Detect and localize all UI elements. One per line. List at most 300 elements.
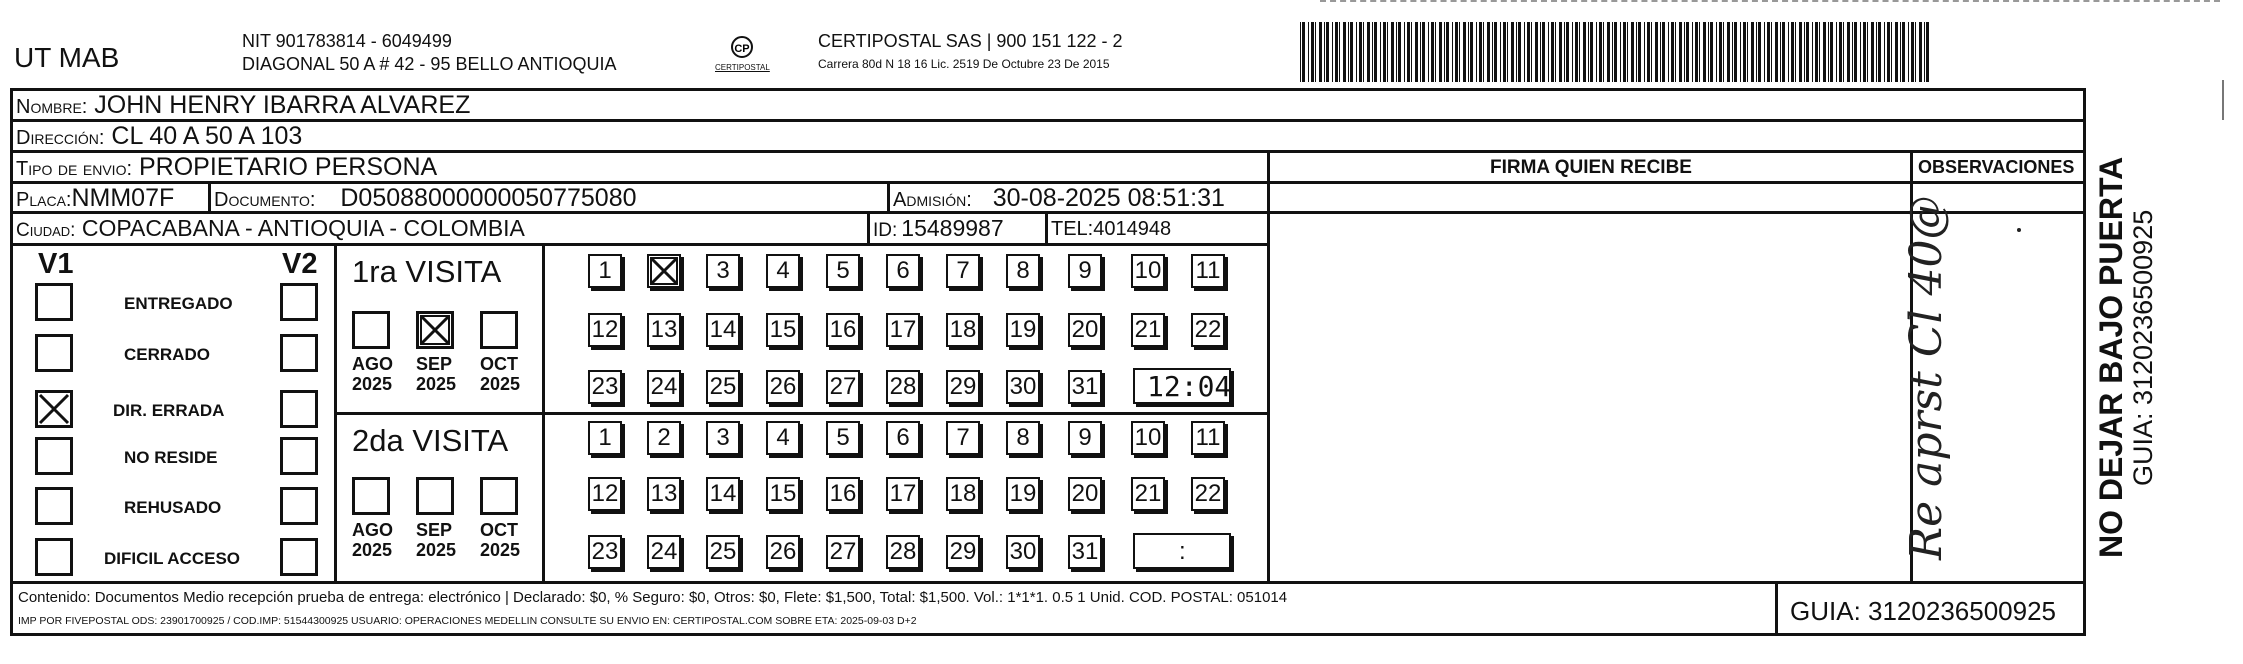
barcode-bar bbox=[1315, 22, 1316, 82]
barcode-bar bbox=[1612, 22, 1613, 82]
month-label: OCT bbox=[480, 354, 518, 374]
barcode-bar bbox=[1348, 22, 1349, 82]
day-box[interactable]: 13 bbox=[647, 313, 681, 347]
day-box[interactable]: 5 bbox=[826, 254, 860, 288]
day-box[interactable]: 27 bbox=[826, 370, 860, 404]
direccion-row bbox=[16, 124, 302, 149]
observaciones-header: OBSERVACIONES bbox=[1918, 157, 2075, 177]
barcode-bar bbox=[1326, 22, 1329, 82]
barcode-bar bbox=[1494, 22, 1497, 82]
nombre-label: Nombre: bbox=[16, 96, 88, 118]
month-label: OCT bbox=[480, 520, 518, 540]
day-box[interactable]: 11 bbox=[1191, 421, 1225, 455]
barcode-bar bbox=[1900, 22, 1901, 82]
day-box[interactable]: 6 bbox=[886, 421, 920, 455]
day-box[interactable]: 7 bbox=[946, 254, 980, 288]
logo-caption: CERTIPOSTAL bbox=[715, 63, 770, 72]
day-box[interactable]: 19 bbox=[1006, 313, 1040, 347]
day-box[interactable]: 3 bbox=[706, 421, 740, 455]
barcode-bar bbox=[1871, 22, 1874, 82]
barcode-bar bbox=[1500, 22, 1501, 82]
documento-cell bbox=[214, 186, 637, 211]
day-box[interactable]: 20 bbox=[1068, 477, 1102, 511]
barcode-bar bbox=[1767, 22, 1770, 82]
barcode-bar bbox=[1788, 22, 1789, 82]
status-label: NO RESIDE bbox=[124, 448, 218, 467]
scan-marks bbox=[1320, 0, 2220, 6]
svg-text:CP: CP bbox=[734, 43, 750, 55]
day-box[interactable]: 8 bbox=[1006, 254, 1040, 288]
barcode-bar bbox=[1470, 22, 1473, 82]
status-v1-checkbox[interactable] bbox=[35, 334, 73, 372]
barcode-bar bbox=[1662, 22, 1665, 82]
barcode-bar bbox=[1511, 22, 1514, 82]
barcode-bar bbox=[1686, 22, 1689, 82]
barcode-bar bbox=[1651, 22, 1652, 82]
barcode-bar bbox=[1404, 22, 1405, 82]
day-box[interactable]: 29 bbox=[946, 370, 980, 404]
day-box[interactable]: 12 bbox=[588, 313, 622, 347]
barcode-bar bbox=[1311, 22, 1314, 82]
day-box[interactable] bbox=[647, 254, 681, 288]
day-box[interactable]: 30 bbox=[1006, 370, 1040, 404]
barcode-bar bbox=[1710, 22, 1713, 82]
admision-label: Admisión: bbox=[893, 189, 972, 211]
day-box[interactable]: 6 bbox=[886, 254, 920, 288]
barcode-bar bbox=[1747, 22, 1748, 82]
status-v2-checkbox[interactable] bbox=[280, 487, 318, 525]
barcode-bar bbox=[1575, 22, 1578, 82]
barcode-bar bbox=[1516, 22, 1517, 82]
status-v2-checkbox[interactable] bbox=[280, 538, 318, 576]
nombre-value: JOHN HENRY IBARRA ALVAREZ bbox=[94, 91, 471, 119]
month-checkbox[interactable] bbox=[352, 311, 390, 349]
ciudad-cell bbox=[16, 217, 525, 240]
barcode-bar bbox=[1415, 22, 1418, 82]
barcode-bar bbox=[1908, 22, 1909, 82]
year-label: 2025 bbox=[480, 374, 521, 394]
placa-label: Placa: bbox=[16, 189, 72, 211]
barcode-bar bbox=[1407, 22, 1410, 82]
barcode-bar bbox=[1374, 22, 1377, 82]
barcode-bar bbox=[1699, 22, 1700, 82]
year-label: 2025 bbox=[480, 540, 521, 560]
barcode-bar bbox=[1459, 22, 1460, 82]
day-box[interactable]: 3 bbox=[706, 254, 740, 288]
visit2-time-box[interactable] bbox=[1133, 533, 1231, 569]
firma-area[interactable] bbox=[1272, 184, 1907, 580]
day-box[interactable]: 31 bbox=[1068, 370, 1102, 404]
barcode-bar bbox=[1452, 22, 1453, 82]
barcode-bar bbox=[1548, 22, 1549, 82]
barcode-bar bbox=[1396, 22, 1397, 82]
ciudad-label: Ciudad: bbox=[16, 220, 76, 241]
barcode-bar bbox=[1911, 22, 1914, 82]
barcode-bar bbox=[1780, 22, 1781, 82]
barcode-bar bbox=[1806, 22, 1809, 82]
barcode-bar bbox=[1483, 22, 1484, 82]
month-checkbox[interactable] bbox=[352, 477, 390, 515]
day-box[interactable]: 25 bbox=[706, 535, 740, 569]
barcode-bar bbox=[1902, 22, 1905, 82]
day-box[interactable]: 22 bbox=[1191, 477, 1225, 511]
day-box[interactable]: 18 bbox=[946, 313, 980, 347]
barcode-bar bbox=[1308, 22, 1309, 82]
barcode-bar bbox=[1507, 22, 1508, 82]
barcode-bar bbox=[1631, 22, 1634, 82]
day-box[interactable]: 14 bbox=[706, 313, 740, 347]
day-box[interactable]: 10 bbox=[1131, 254, 1165, 288]
day-box[interactable]: 26 bbox=[766, 370, 800, 404]
day-box[interactable]: 2 bbox=[647, 421, 681, 455]
barcode-bar bbox=[1895, 22, 1898, 82]
barcode-bar bbox=[1391, 22, 1394, 82]
barcode-bar bbox=[1878, 22, 1881, 82]
barcode-bar bbox=[1476, 22, 1477, 82]
barcode-bar bbox=[1756, 22, 1757, 82]
visit1-title: 1ra VISITA bbox=[352, 254, 502, 289]
barcode-bar bbox=[1359, 22, 1362, 82]
observaciones-dot bbox=[2017, 228, 2021, 232]
barcode-bar bbox=[1740, 22, 1741, 82]
barcode-bar bbox=[1300, 22, 1301, 82]
barcode-bar bbox=[1791, 22, 1794, 82]
month-checkbox[interactable] bbox=[416, 477, 454, 515]
barcode-bar bbox=[1636, 22, 1637, 82]
v2-header: V2 bbox=[282, 248, 318, 280]
day-box[interactable]: 23 bbox=[588, 370, 622, 404]
barcode-bar bbox=[1559, 22, 1562, 82]
barcode-bar bbox=[1398, 22, 1401, 82]
barcode-bar bbox=[1887, 22, 1890, 82]
barcode-bar bbox=[1566, 22, 1569, 82]
tel-label: TEL: bbox=[1051, 218, 1094, 240]
barcode-bar bbox=[1758, 22, 1761, 82]
barcode-bar bbox=[1668, 22, 1669, 82]
day-box[interactable]: 14 bbox=[706, 477, 740, 511]
barcode-bar bbox=[1679, 22, 1682, 82]
barcode-bar bbox=[1638, 22, 1641, 82]
barcode-bar bbox=[1444, 22, 1445, 82]
day-box[interactable]: 22 bbox=[1191, 313, 1225, 347]
barcode-bar bbox=[1335, 22, 1338, 82]
month-label: AGO bbox=[352, 520, 394, 540]
barcode-bar bbox=[1734, 22, 1737, 82]
company-address: DIAGONAL 50 A # 42 - 95 BELLO ANTIOQUIA bbox=[242, 54, 617, 74]
barcode-bar bbox=[1332, 22, 1333, 82]
barcode-bar bbox=[1372, 22, 1373, 82]
day-box[interactable]: 31 bbox=[1068, 535, 1102, 569]
day-box[interactable]: 8 bbox=[1006, 421, 1040, 455]
status-v2-checkbox[interactable] bbox=[280, 390, 318, 428]
month-label: AGO bbox=[352, 354, 394, 374]
barcode-bar bbox=[1411, 22, 1412, 82]
footer-imp: IMP POR FIVEPOSTAL ODS: 23901700925 / COD.IMP: 51544300925 USUARIO: OPERACIONES MEDELLIN CONSULTE SU ENVIO EN: CERTIPOSTAL.COM SOBRE ETA: 2025-09-03 D+2 bbox=[18, 615, 917, 627]
barcode-bar bbox=[1551, 22, 1554, 82]
barcode-bar bbox=[1924, 22, 1925, 82]
tel-cell bbox=[1051, 219, 1171, 239]
barcode-bar bbox=[1583, 22, 1586, 82]
day-box[interactable]: 28 bbox=[886, 535, 920, 569]
tipo-value: PROPIETARIO PERSONA bbox=[138, 153, 438, 181]
barcode-bar bbox=[1607, 22, 1610, 82]
barcode-bar bbox=[1302, 22, 1305, 82]
day-box[interactable]: 11 bbox=[1191, 254, 1225, 288]
barcode bbox=[1300, 22, 1935, 82]
barcode-bar bbox=[1854, 22, 1857, 82]
barcode-bar bbox=[1588, 22, 1589, 82]
barcode-bar bbox=[1518, 22, 1521, 82]
visit1-time: 12:04 bbox=[1147, 370, 1232, 403]
barcode-bar bbox=[1764, 22, 1765, 82]
barcode-bar bbox=[1319, 22, 1322, 82]
barcode-bar bbox=[1751, 22, 1754, 82]
barcode-bar bbox=[1455, 22, 1458, 82]
day-box[interactable]: 16 bbox=[826, 477, 860, 511]
month-checkbox[interactable] bbox=[480, 477, 518, 515]
barcode-bar bbox=[1564, 22, 1565, 82]
status-v2-checkbox[interactable] bbox=[280, 283, 318, 321]
day-box[interactable]: 13 bbox=[647, 477, 681, 511]
day-box[interactable]: 24 bbox=[647, 370, 681, 404]
barcode-bar bbox=[1823, 22, 1826, 82]
month-label: SEP bbox=[416, 520, 453, 540]
placa-value: NMM07F bbox=[71, 184, 175, 212]
barcode-bar bbox=[1468, 22, 1469, 82]
barcode-bar bbox=[1350, 22, 1353, 82]
barcode-bar bbox=[1339, 22, 1340, 82]
barcode-bar bbox=[1439, 22, 1442, 82]
status-v2-checkbox[interactable] bbox=[280, 334, 318, 372]
status-v1-checkbox[interactable] bbox=[35, 390, 73, 428]
barcode-bar bbox=[1524, 22, 1525, 82]
barcode-bar bbox=[1363, 22, 1364, 82]
barcode-bar bbox=[1596, 22, 1597, 82]
barcode-bar bbox=[1487, 22, 1490, 82]
barcode-bar bbox=[1675, 22, 1676, 82]
day-box[interactable]: 4 bbox=[766, 421, 800, 455]
status-v2-checkbox[interactable] bbox=[280, 437, 318, 475]
day-box[interactable]: 9 bbox=[1068, 254, 1102, 288]
barcode-bar bbox=[1876, 22, 1877, 82]
status-label: ENTREGADO bbox=[124, 294, 233, 313]
barcode-bar bbox=[1828, 22, 1829, 82]
barcode-bar bbox=[1531, 22, 1532, 82]
barcode-bar bbox=[1891, 22, 1892, 82]
barcode-bar bbox=[1527, 22, 1530, 82]
day-box[interactable]: 1 bbox=[588, 254, 622, 288]
month-checkbox[interactable] bbox=[416, 311, 454, 349]
barcode-bar bbox=[1620, 22, 1621, 82]
day-box[interactable]: 17 bbox=[886, 477, 920, 511]
barcode-bar bbox=[1839, 22, 1842, 82]
barcode-bar bbox=[1843, 22, 1844, 82]
month-checkbox[interactable] bbox=[480, 311, 518, 349]
day-box[interactable]: 30 bbox=[1006, 535, 1040, 569]
barcode-bar bbox=[1919, 22, 1922, 82]
barcode-bar bbox=[1719, 22, 1722, 82]
barcode-bar bbox=[1815, 22, 1818, 82]
day-box[interactable]: 1 bbox=[588, 421, 622, 455]
admision-value: 30-08-2025 08:51:31 bbox=[992, 184, 1225, 212]
barcode-bar bbox=[1492, 22, 1493, 82]
day-box[interactable]: 17 bbox=[886, 313, 920, 347]
day-box[interactable]: 10 bbox=[1131, 421, 1165, 455]
barcode-bar bbox=[1723, 22, 1724, 82]
day-box[interactable]: 4 bbox=[766, 254, 800, 288]
barcode-bar bbox=[1703, 22, 1706, 82]
barcode-bar bbox=[1535, 22, 1538, 82]
documento-label: Documento: bbox=[214, 189, 316, 211]
year-label: 2025 bbox=[416, 540, 457, 560]
day-box[interactable]: 20 bbox=[1068, 313, 1102, 347]
day-box[interactable]: 29 bbox=[946, 535, 980, 569]
status-label: DIR. ERRADA bbox=[113, 401, 225, 420]
carrier-license: Carrera 80d N 18 16 Lic. 2519 De Octubre 23 De 2015 bbox=[818, 57, 1110, 71]
barcode-bar bbox=[1836, 22, 1837, 82]
day-box[interactable]: 28 bbox=[886, 370, 920, 404]
day-box[interactable]: 9 bbox=[1068, 421, 1102, 455]
barcode-bar bbox=[1420, 22, 1421, 82]
day-box[interactable]: 15 bbox=[766, 477, 800, 511]
footer-content: Contenido: Documentos Medio recepción prueba de entrega: electrónico | Declarado: $0, % Seguro: $0, Otros: $0, Flete: $1,500, Total: $1,500. Vol.: 1*1*1. 0.5 1 Unid. COD. POSTAL: 051014 bbox=[18, 589, 1288, 606]
day-box[interactable]: 16 bbox=[826, 313, 860, 347]
barcode-bar bbox=[1383, 22, 1386, 82]
certipostal-logo bbox=[712, 34, 772, 74]
barcode-bar bbox=[1852, 22, 1853, 82]
id-value: 15489987 bbox=[901, 215, 1004, 241]
barcode-bar bbox=[1540, 22, 1541, 82]
documento-value: D05088000000050775080 bbox=[340, 184, 637, 212]
v1-header: V1 bbox=[38, 248, 74, 280]
barcode-bar bbox=[1804, 22, 1805, 82]
barcode-bar bbox=[1367, 22, 1370, 82]
barcode-bar bbox=[1867, 22, 1868, 82]
tipo-row bbox=[16, 155, 437, 180]
barcode-bar bbox=[1812, 22, 1813, 82]
barcode-bar bbox=[1644, 22, 1645, 82]
id-label: ID: bbox=[873, 220, 898, 241]
barcode-bar bbox=[1463, 22, 1466, 82]
barcode-bar bbox=[1356, 22, 1357, 82]
barcode-bar bbox=[1572, 22, 1573, 82]
year-label: 2025 bbox=[352, 540, 393, 560]
barcode-bar bbox=[1884, 22, 1885, 82]
day-box[interactable]: 12 bbox=[588, 477, 622, 511]
barcode-bar bbox=[1503, 22, 1506, 82]
barcode-bar bbox=[1819, 22, 1820, 82]
barcode-bar bbox=[1860, 22, 1861, 82]
visit2-title: 2da VISITA bbox=[352, 423, 509, 458]
company-short: UT MAB bbox=[14, 42, 120, 73]
barcode-bar bbox=[1435, 22, 1436, 82]
side-title: NO DEJAR BAJO PUERTA bbox=[2093, 156, 2129, 558]
status-v1-checkbox[interactable] bbox=[35, 283, 73, 321]
barcode-bar bbox=[1380, 22, 1381, 82]
barcode-bar bbox=[1775, 22, 1778, 82]
barcode-bar bbox=[1446, 22, 1449, 82]
barcode-bar bbox=[1599, 22, 1602, 82]
status-v1-checkbox[interactable] bbox=[35, 437, 73, 475]
barcode-bar bbox=[1623, 22, 1626, 82]
day-box[interactable]: 18 bbox=[946, 477, 980, 511]
day-box[interactable]: 25 bbox=[706, 370, 740, 404]
barcode-bar bbox=[1684, 22, 1685, 82]
barcode-bar bbox=[1915, 22, 1916, 82]
barcode-bar bbox=[1603, 22, 1604, 82]
barcode-bar bbox=[1387, 22, 1388, 82]
barcode-bar bbox=[1830, 22, 1833, 82]
carrier-name: CERTIPOSTAL SAS | 900 151 122 - 2 bbox=[818, 31, 1123, 51]
day-box[interactable]: 23 bbox=[588, 535, 622, 569]
day-box[interactable]: 27 bbox=[826, 535, 860, 569]
company-nit: NIT 901783814 - 6049499 bbox=[242, 31, 452, 51]
barcode-bar bbox=[1727, 22, 1730, 82]
barcode-bar bbox=[1708, 22, 1709, 82]
day-box[interactable]: 5 bbox=[826, 421, 860, 455]
barcode-bar bbox=[1655, 22, 1658, 82]
day-box[interactable]: 7 bbox=[946, 421, 980, 455]
day-box[interactable]: 19 bbox=[1006, 477, 1040, 511]
direccion-value: CL 40 A 50 A 103 bbox=[111, 122, 303, 150]
barcode-bar bbox=[1590, 22, 1593, 82]
barcode-bar bbox=[1614, 22, 1617, 82]
day-box[interactable]: 15 bbox=[766, 313, 800, 347]
nombre-row bbox=[16, 93, 470, 118]
tipo-label: Tipo de envio: bbox=[16, 158, 133, 180]
barcode-bar bbox=[1647, 22, 1650, 82]
barcode-bar bbox=[1324, 22, 1325, 82]
firma-header: FIRMA QUIEN RECIBE bbox=[1490, 157, 1692, 178]
barcode-bar bbox=[1926, 22, 1929, 82]
barcode-bar bbox=[1863, 22, 1866, 82]
barcode-bar bbox=[1627, 22, 1628, 82]
year-label: 2025 bbox=[352, 374, 393, 394]
visit1-time-box[interactable] bbox=[1133, 368, 1231, 404]
barcode-bar bbox=[1422, 22, 1425, 82]
barcode-bar bbox=[1555, 22, 1556, 82]
day-box[interactable]: 21 bbox=[1131, 313, 1165, 347]
barcode-bar bbox=[1847, 22, 1850, 82]
year-label: 2025 bbox=[416, 374, 457, 394]
day-box[interactable]: 24 bbox=[647, 535, 681, 569]
barcode-bar bbox=[1671, 22, 1674, 82]
barcode-bar bbox=[1782, 22, 1785, 82]
visit2-time: : bbox=[1179, 538, 1186, 565]
placa-cell bbox=[16, 186, 174, 211]
day-box[interactable]: 26 bbox=[766, 535, 800, 569]
admision-cell bbox=[893, 186, 1225, 211]
observaciones-handwritten: Re aprst Cl 40@ bbox=[1901, 195, 1952, 560]
tel-value: 4014948 bbox=[1093, 218, 1172, 240]
status-v1-checkbox[interactable] bbox=[35, 487, 73, 525]
barcode-bar bbox=[1542, 22, 1545, 82]
barcode-bar bbox=[1343, 22, 1346, 82]
barcode-bar bbox=[1795, 22, 1796, 82]
footer-guia: GUIA: 3120236500925 bbox=[1790, 596, 2056, 626]
status-label: REHUSADO bbox=[124, 498, 222, 517]
barcode-bar bbox=[1579, 22, 1580, 82]
barcode-bar bbox=[1771, 22, 1772, 82]
ciudad-value: COPACABANA - ANTIOQUIA - COLOMBIA bbox=[81, 215, 525, 241]
side-guia: GUIA: 3120236500925 bbox=[2128, 209, 2158, 486]
barcode-bar bbox=[1431, 22, 1434, 82]
barcode-bar bbox=[1428, 22, 1429, 82]
direccion-label: Dirección: bbox=[16, 127, 105, 149]
status-v1-checkbox[interactable] bbox=[35, 538, 73, 576]
barcode-bar bbox=[1732, 22, 1733, 82]
day-box[interactable]: 21 bbox=[1131, 477, 1165, 511]
